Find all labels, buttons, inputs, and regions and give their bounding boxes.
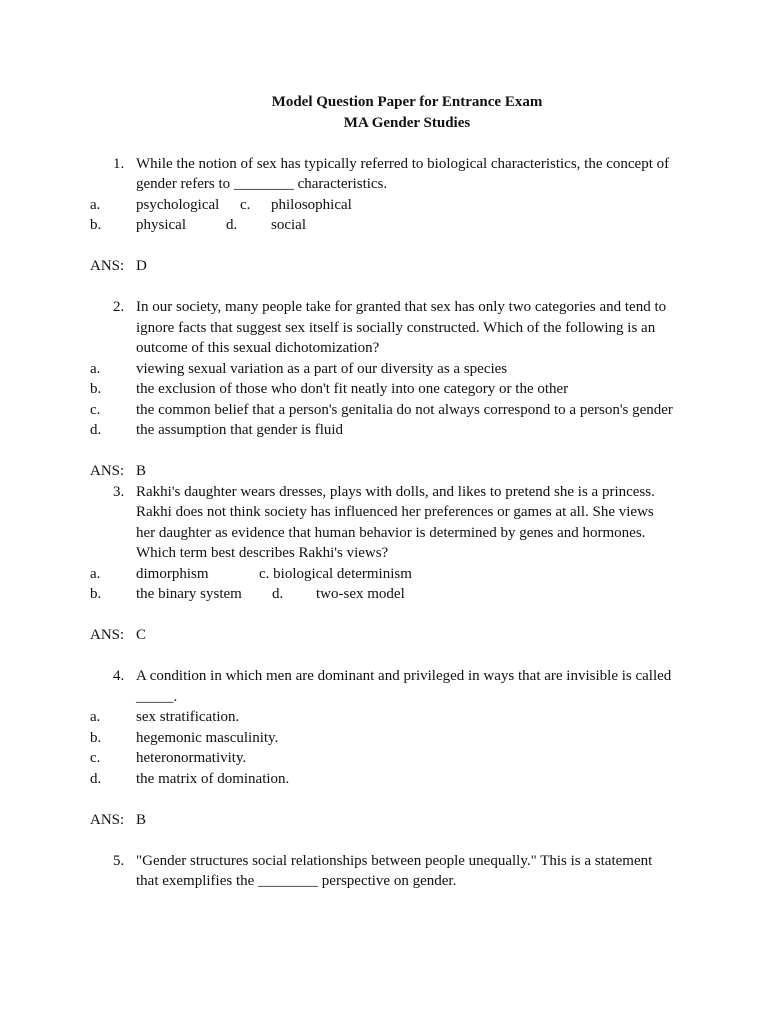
question-text: _____. [136,688,178,705]
option-letter: a. [90,360,101,377]
paper-header [90,92,678,133]
option-text: the binary system [136,586,242,602]
question-text: outcome of this sexual dichotomization? [136,340,380,356]
option-letter: d. [226,217,238,233]
answer-label: ANS: [90,463,125,479]
answer-line [90,810,678,831]
option-letter: b. [90,586,102,602]
option-row [90,748,678,769]
option-row [90,379,678,400]
option-letter: c. [90,401,101,418]
question-stem-line [90,502,678,523]
question-1 [90,154,678,277]
question-text: While the notion of sex has typically referred to biological characteristics, the concept of [136,155,670,172]
option-text: sex stratification. [136,709,240,725]
question-number: 3. [113,483,125,500]
question-text: A condition in which men are dominant and privileged in ways that are invisible is called [136,668,672,684]
question-number: 5. [113,852,125,869]
question-4 [90,666,678,830]
option-row [90,564,678,585]
paper-subtitle: MA Gender Studies [343,114,471,131]
option-letter: c. [259,565,270,582]
option-row [90,195,678,216]
option-text: physical [136,217,186,233]
option-letter: c. [90,750,101,766]
question-stem-line [90,851,678,872]
question-stem-line [90,523,678,544]
option-row [90,215,678,236]
option-text: social [271,217,306,233]
answer-value: B [136,811,147,828]
option-text: the matrix of domination. [136,770,290,787]
option-letter: d. [272,586,284,602]
answer-label: ANS: [90,811,125,828]
answer-line [90,625,678,646]
question-3 [90,482,678,646]
option-letter: a. [90,196,101,213]
question-stem-line [90,338,678,359]
option-text: dimorphism [136,565,209,582]
question-text: her daughter as evidence that human behavior is determined by genes and hormones. [136,524,646,541]
option-row [90,359,678,380]
question-text: ignore facts that suggest sex itself is socially constructed. Which of the following is an [136,319,656,336]
option-letter: c. [240,196,251,213]
answer-label: ANS: [90,627,125,643]
question-text: Which term best describes Rakhi's views? [136,545,389,561]
option-row [90,400,678,421]
option-text: psychological [136,196,220,213]
question-stem-line [90,543,678,564]
answer-value: C [136,627,147,643]
option-letter: d. [90,770,102,787]
option-letter: d. [90,422,102,438]
option-row [90,584,678,605]
option-row [90,728,678,749]
question-number: 2. [113,299,125,315]
option-text: viewing sexual variation as a part of our diversity as a species [136,360,508,377]
question-number: 4. [113,668,125,684]
question-paper [90,92,678,892]
option-text: biological determinism [273,565,412,582]
question-number: 1. [113,155,125,172]
option-text: the assumption that gender is fluid [136,422,344,438]
question-2 [90,297,678,482]
option-row [90,420,678,441]
option-letter: a. [90,709,101,725]
option-text: the exclusion of those who don't fit neatly into one category or the other [136,381,569,397]
question-text: gender refers to ________ characteristics. [136,176,388,192]
question-text: that exemplifies the ________ perspective on gender. [136,873,457,889]
question-stem-line [90,482,678,503]
question-stem-line [90,297,678,318]
question-stem-line [90,871,678,892]
option-text: the common belief that a person's genitalia do not always correspond to a person's gender [136,401,673,418]
answer-line [90,256,678,277]
question-5 [90,851,678,892]
question-stem-line [90,687,678,708]
question-stem-line [90,318,678,339]
question-text: Rakhi does not think society has influenced her preferences or games at all. She views [136,504,654,520]
option-inline [259,564,412,585]
answer-value: B [136,463,147,479]
option-letter: b. [90,729,102,746]
question-text: "Gender structures social relationships between people unequally." This is a statement [136,852,653,869]
question-text: Rakhi's daughter wears dresses, plays with dolls, and likes to pretend she is a princess. [136,483,655,500]
answer-value: D [136,258,147,274]
option-letter: b. [90,217,102,233]
option-row [90,769,678,790]
option-text: hegemonic masculinity. [136,729,279,746]
option-row [90,707,678,728]
paper-title: Model Question Paper for Entrance Exam [271,94,543,110]
option-letter: b. [90,381,102,397]
option-letter: a. [90,565,101,582]
option-text: philosophical [271,196,352,213]
question-stem-line [90,154,678,175]
question-stem-line [90,666,678,687]
question-stem-line [90,174,678,195]
answer-line [90,461,678,482]
question-text: In our society, many people take for granted that sex has only two categories and tend to [136,299,667,315]
option-text: two-sex model [316,586,405,602]
option-text: heteronormativity. [136,750,247,766]
answer-label: ANS: [90,258,125,274]
